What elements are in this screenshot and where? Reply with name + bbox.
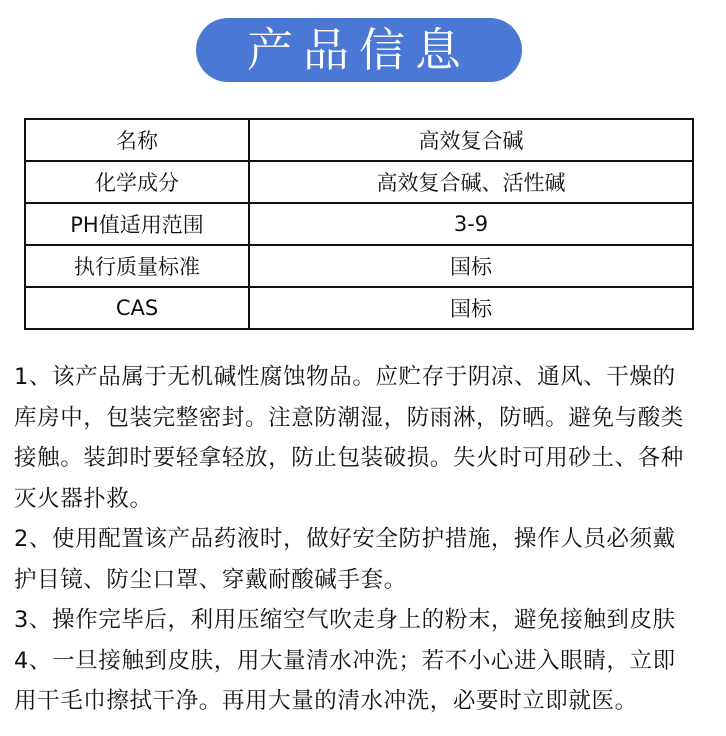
usage-notes xyxy=(14,357,726,722)
section-title-banner: 产品信息 xyxy=(196,18,522,82)
note-line: 灭火器扑救。 xyxy=(14,485,153,512)
row-value: 高效复合碱、活性碱 xyxy=(249,161,693,203)
note-line: 2、使用配置该产品药液时，做好安全防护措施，操作人员必须戴 xyxy=(14,526,676,552)
row-label: 名称 xyxy=(25,119,249,161)
note-line: 4、一旦接触到皮肤，用大量清水冲洗；若不小心进入眼睛，立即 xyxy=(14,647,676,674)
table-row xyxy=(25,245,693,287)
table-row xyxy=(25,119,693,161)
row-label: 执行质量标准 xyxy=(25,245,249,287)
row-label: CAS xyxy=(25,287,249,329)
note-line: 护目镜、防尘口罩、穿戴耐酸碱手套。 xyxy=(14,566,407,593)
note-line: 库房中，包装完整密封。注意防潮湿，防雨淋，防晒。避免与酸类 xyxy=(14,404,684,431)
row-value: 国标 xyxy=(249,245,693,287)
row-value: 3-9 xyxy=(249,203,693,245)
row-label: PH值适用范围 xyxy=(25,203,249,245)
row-value: 高效复合碱 xyxy=(249,119,693,161)
row-label: 化学成分 xyxy=(25,161,249,203)
note-line: 3、操作完毕后，利用压缩空气吹走身上的粉末，避免接触到皮肤 xyxy=(14,607,676,633)
note-line: 用干毛巾擦拭干净。再用大量的清水冲洗，必要时立即就医。 xyxy=(14,688,638,714)
table-row xyxy=(25,287,693,329)
note-line: 1、该产品属于无机碱性腐蚀物品。应贮存于阴凉、通风、干燥的 xyxy=(14,364,676,390)
table-row xyxy=(25,161,693,203)
table-row xyxy=(25,203,693,245)
row-value: 国标 xyxy=(249,287,693,329)
product-info-table xyxy=(24,118,694,330)
note-line: 接触。装卸时要轻拿轻放，防止包装破损。失火时可用砂土、各种 xyxy=(14,445,684,471)
